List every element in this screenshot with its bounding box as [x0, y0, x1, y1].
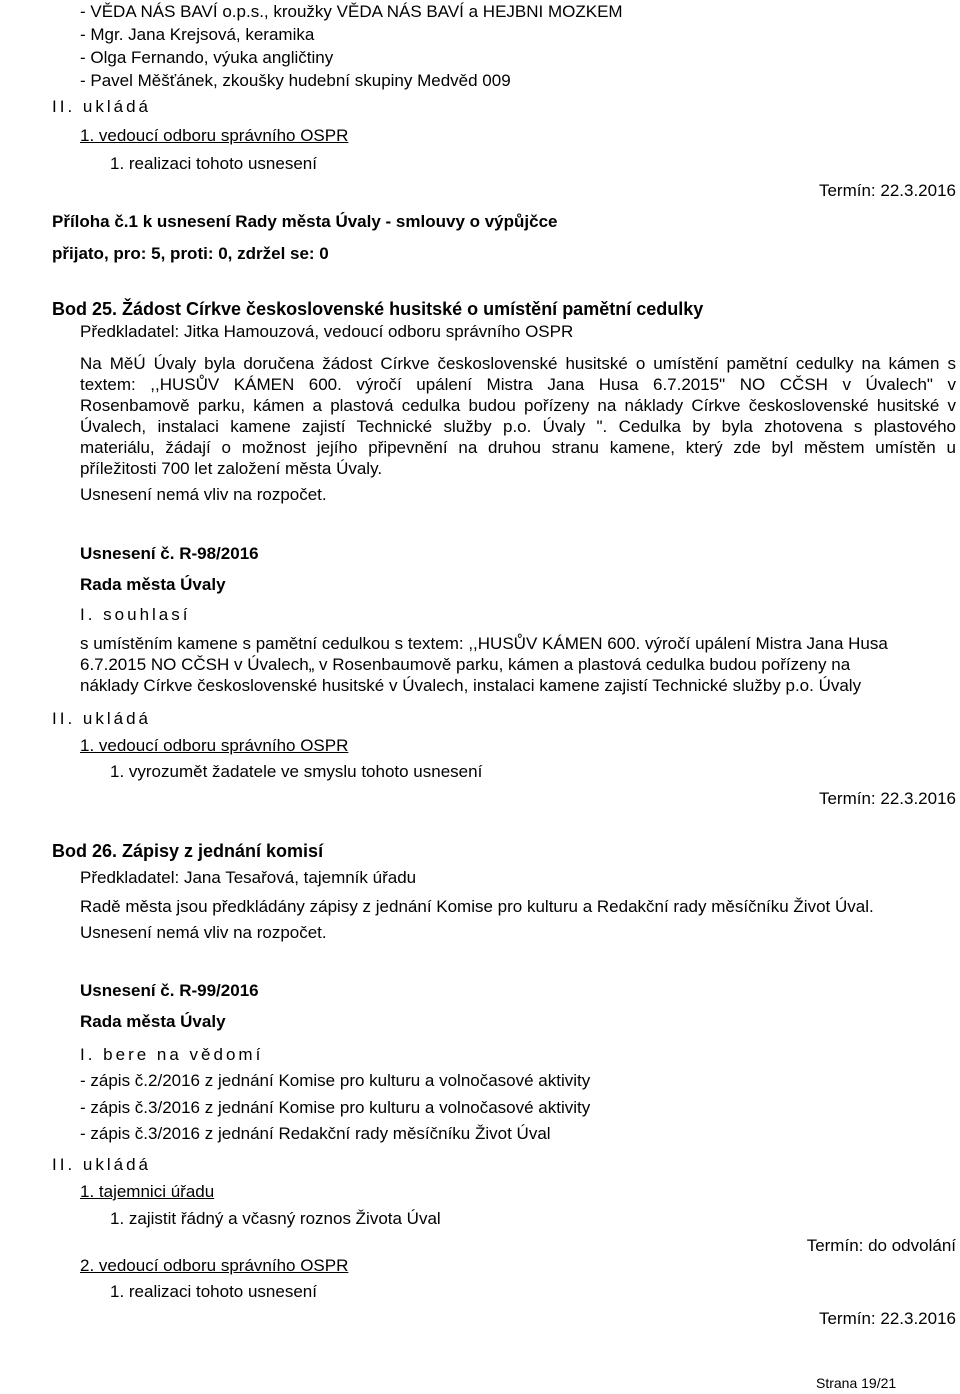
- bod26-rozpocet: Usnesení nemá vliv na rozpočet.: [80, 923, 327, 942]
- bod25-text-line: Úvalech, instalaci kamene zajistí Technické služby p.o. Úvaly ". Cedulka by byla zhotovena s plastového: [80, 417, 956, 436]
- bod25-predkladatel: Předkladatel: Jitka Hamouzová, vedoucí odboru správního OSPR: [80, 322, 574, 341]
- bod26-rada: Rada města Úvaly: [80, 1012, 226, 1031]
- bod25-rozpocet: Usnesení nemá vliv na rozpočet.: [80, 485, 327, 504]
- bod26-text: Radě města jsou předkládány zápisy z jednání Komise pro kulturu a Redakční rady měsíčníku Život Úval.: [80, 897, 874, 916]
- bod25-souhlasi-line: náklady Církve československé husitské v Úvalech, instalaci kamene zajistí Technické služby p.o. Úvaly: [80, 676, 862, 695]
- bod25-ukada-heading: II. ukládá: [52, 709, 151, 728]
- bod25-text-line: příležitosti 700 let založení města Úvaly.: [80, 459, 383, 478]
- bod26-ukada-heading: II. ukládá: [52, 1155, 151, 1174]
- bod25-text-line: Rosenbamově parku, kámen a plastová cedulka budou pořízeny na náklady Církve československé husitské v: [80, 396, 956, 415]
- page-number: Strana 19/21: [816, 1375, 897, 1391]
- bod25-text-line: materiálu, žádají o možnost jejího připevnění na druhou stranu kamene, který zde byl městem umístěn u: [80, 438, 956, 457]
- top-list-item: - Mgr. Jana Krejsová, keramika: [80, 25, 315, 44]
- bod26-responsible-1: 1. tajemnici úřadu: [80, 1182, 215, 1201]
- bod25-usneseni: Usnesení č. R-98/2016: [80, 544, 259, 563]
- bod26-responsible-2: 2. vedoucí odboru správního OSPR: [80, 1256, 349, 1275]
- bod26-predkladatel: Předkladatel: Jana Tesařová, tajemník úřadu: [80, 868, 417, 887]
- priloha: Příloha č.1 k usnesení Rady města Úvaly - smlouvy o výpůjčce: [52, 212, 558, 231]
- bod25-souhlasi-line: s umístěním kamene s pamětní cedulkou s textem: ,,HUSŮV KÁMEN 600. výročí upálení Mistra Jana Husa: [80, 634, 888, 653]
- bod25-title: Bod 25. Žádost Církve československé husitské o umístění pamětní cedulky: [52, 299, 704, 319]
- bod26-task-1: 1. zajistit řádný a včasný roznos Života Úval: [110, 1209, 441, 1228]
- top-list-item: - Olga Fernando, výuka angličtiny: [80, 48, 334, 67]
- bod26-title: Bod 26. Zápisy z jednání komisí: [52, 841, 324, 861]
- bod26-task-2: 1. realizaci tohoto usnesení: [110, 1282, 317, 1301]
- bod26-termin-1: Termín: do odvolání: [806, 1236, 956, 1255]
- bod25-souhlasi-line: 6.7.2015 NO CČSH v Úvalech„ v Rosenbaumově parku, kámen a plastová cedulka budou pořízeny na: [80, 655, 851, 674]
- bod25-rada: Rada města Úvaly: [80, 575, 226, 594]
- prijato: přijato, pro: 5, proti: 0, zdržel se: 0: [52, 244, 329, 263]
- bod25-text-line: textem: ,,HUSŮV KÁMEN 600. výročí upálení Mistra Jana Husa 6.7.2015" NO CČSH v Úvalech" v: [80, 375, 956, 394]
- bod25-termin: Termín: 22.3.2016: [818, 789, 956, 808]
- bod26-bere-item: - zápis č.3/2016 z jednání Redakční rady měsíčníku Život Úval: [80, 1124, 551, 1143]
- bod26-usneseni: Usnesení č. R-99/2016: [80, 981, 259, 1000]
- top-task: 1. realizaci tohoto usnesení: [110, 154, 317, 173]
- top-responsible: 1. vedoucí odboru správního OSPR: [80, 126, 349, 145]
- top-ukada-heading: II. ukládá: [52, 97, 151, 116]
- bod25-task: 1. vyrozumět žadatele ve smyslu tohoto usnesení: [110, 762, 483, 781]
- bod25-responsible: 1. vedoucí odboru správního OSPR: [80, 736, 349, 755]
- top-list-item: - Pavel Měšťánek, zkoušky hudební skupiny Medvěd 009: [80, 71, 511, 90]
- bod26-bere-item: - zápis č.2/2016 z jednání Komise pro kulturu a volnočasové aktivity: [80, 1071, 591, 1090]
- bod25-text-line: Na MěÚ Úvaly byla doručena žádost Církve československé husitské o umístění pamětní cedulky na kámen s: [80, 354, 956, 373]
- bod26-termin-2: Termín: 22.3.2016: [818, 1309, 956, 1328]
- bod26-bere-item: - zápis č.3/2016 z jednání Komise pro kulturu a volnočasové aktivity: [80, 1098, 591, 1117]
- bod26-bere-heading: I. bere na vědomí: [80, 1045, 264, 1064]
- top-termin: Termín: 22.3.2016: [818, 181, 956, 200]
- top-list-item: - VĚDA NÁS BAVÍ o.p.s., kroužky VĚDA NÁS BAVÍ a HEJBNI MOZKEM: [80, 2, 623, 21]
- bod25-souhlasi-heading: I. souhlasí: [80, 605, 191, 624]
